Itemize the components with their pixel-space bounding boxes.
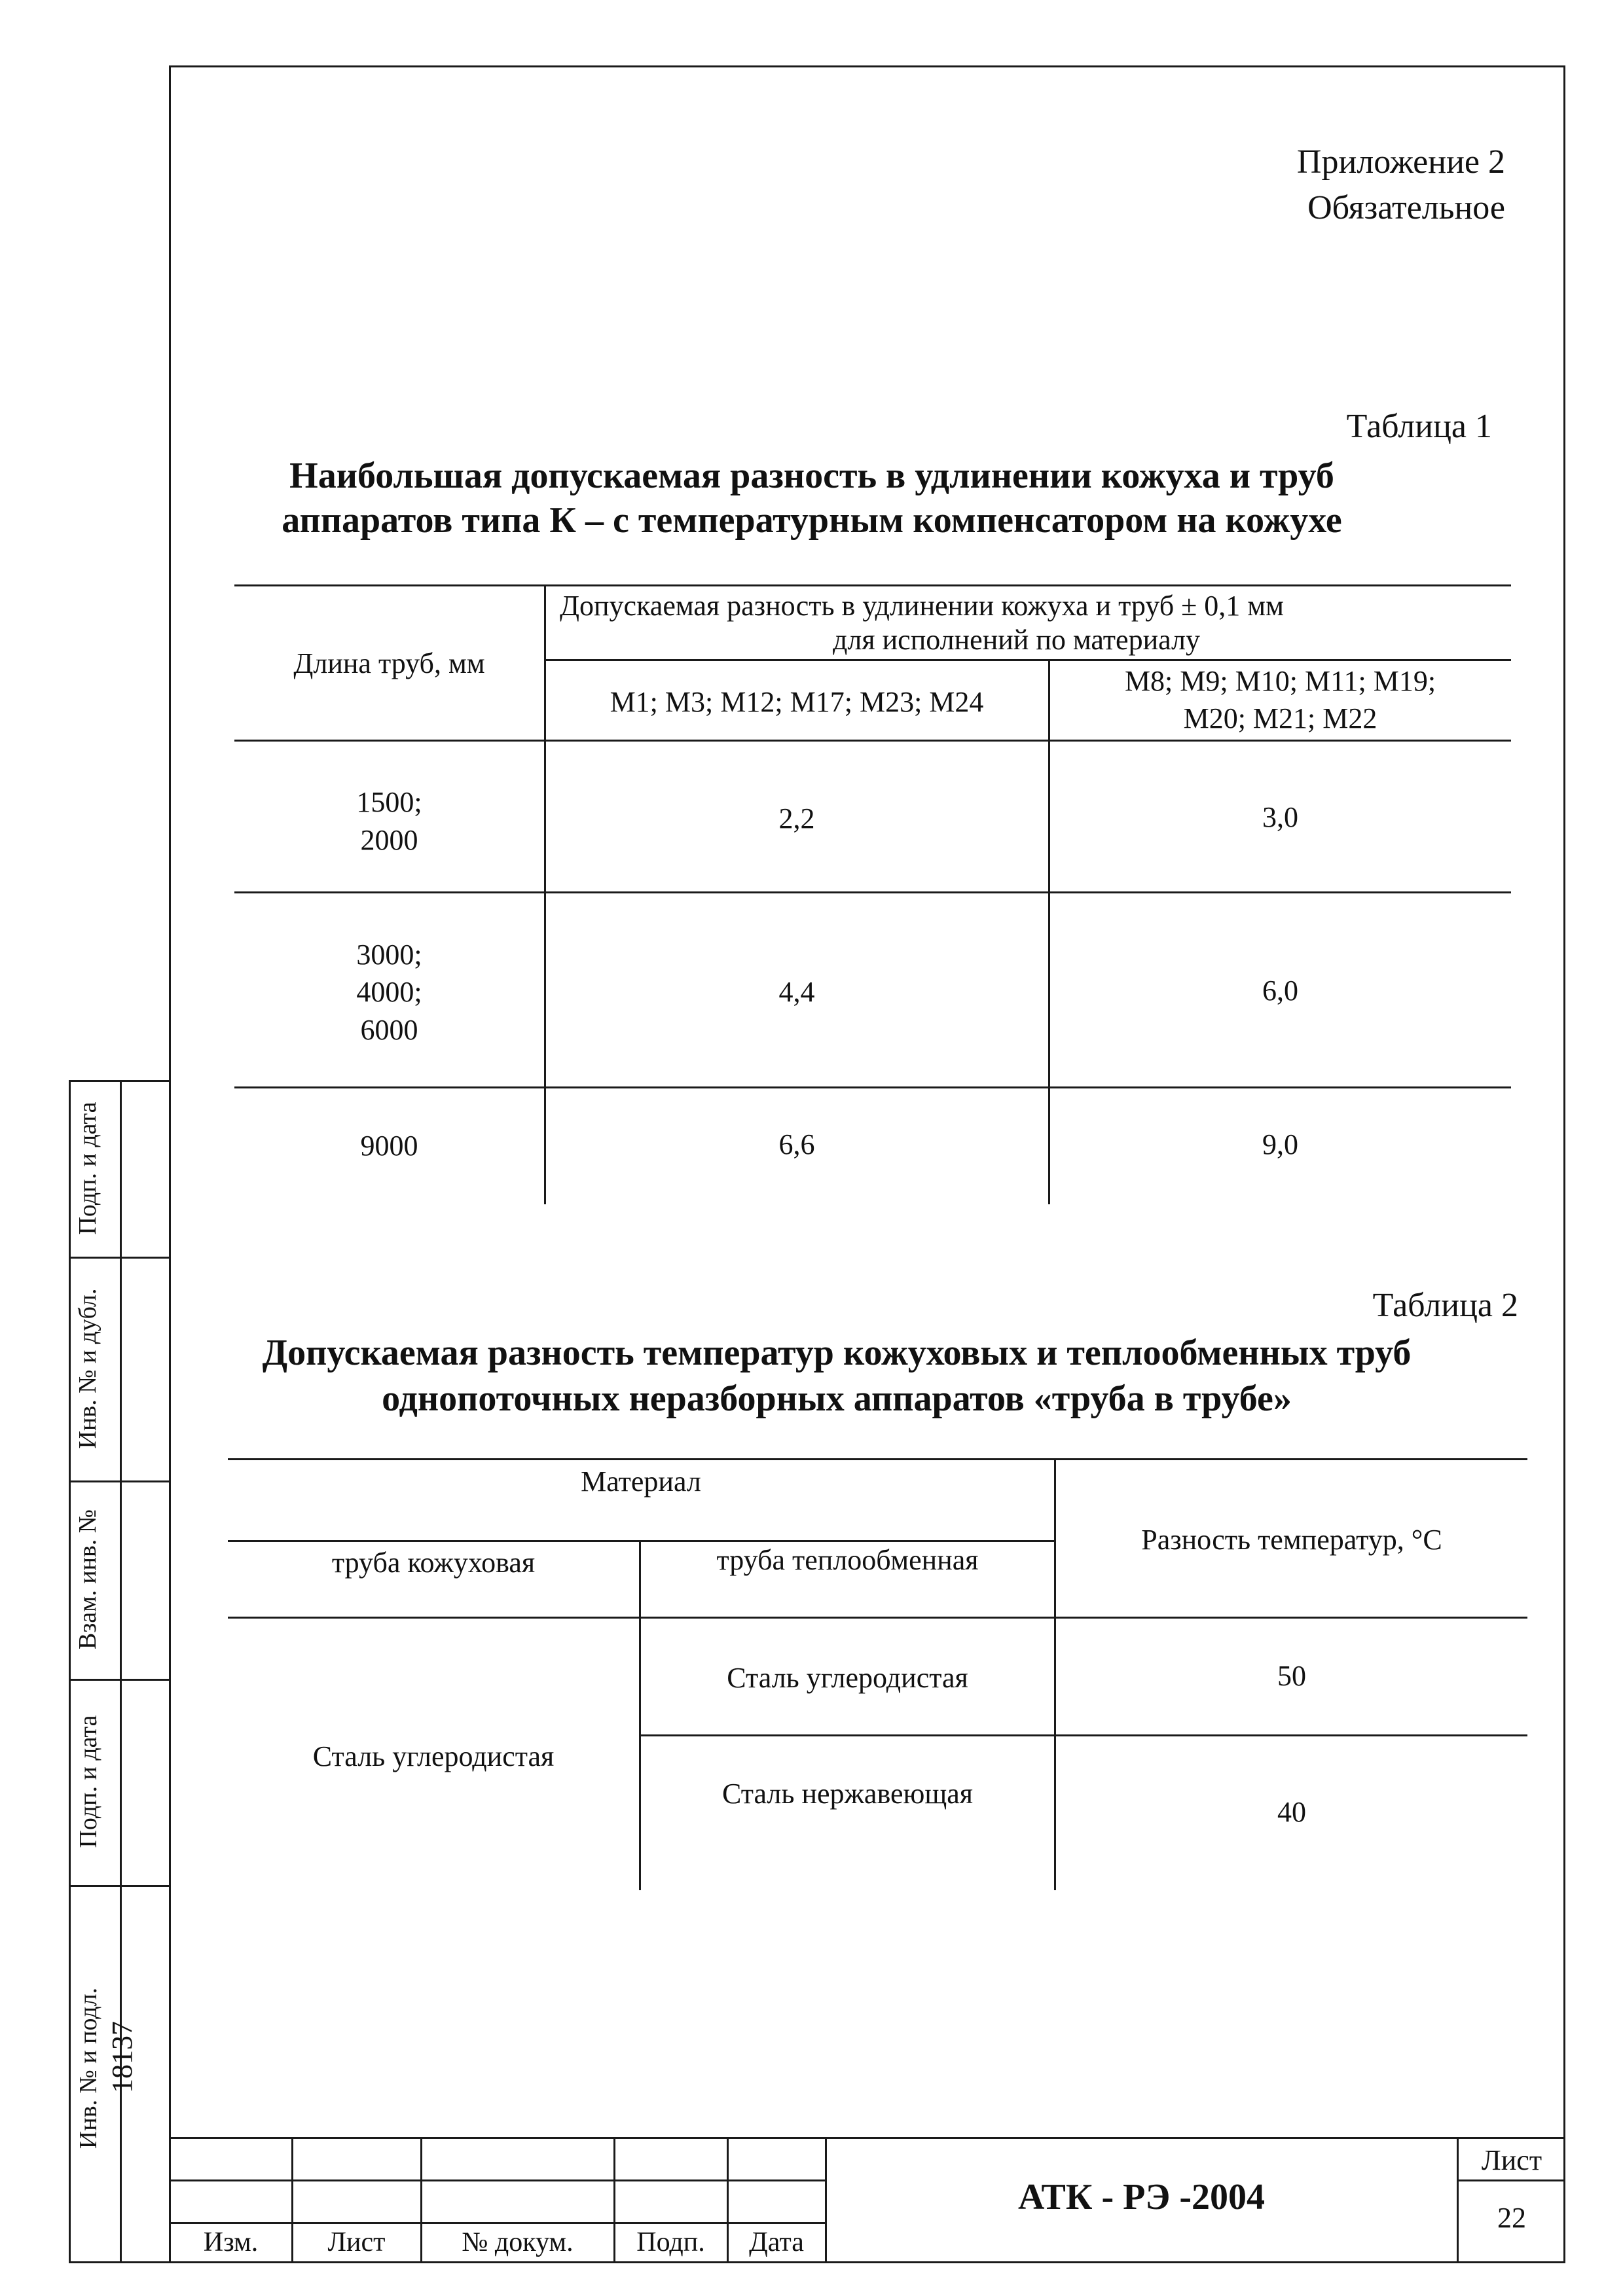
side-stamp-rule bbox=[69, 1679, 170, 1681]
table2-rule bbox=[228, 1458, 1527, 1460]
table2-rule bbox=[640, 1734, 1527, 1736]
sheet-number: 22 bbox=[1497, 2202, 1526, 2234]
table1-header-group-line2: для исполнений по материалу bbox=[833, 624, 1200, 656]
title-block-list: Лист bbox=[327, 2227, 386, 2257]
title-block-rule bbox=[1457, 2179, 1565, 2181]
table1-row1-length-line1: 1500; bbox=[356, 786, 422, 818]
table2-header-material: Материал bbox=[581, 1465, 701, 1498]
table1-row2-value1: 4,4 bbox=[778, 976, 815, 1008]
table1-rule bbox=[234, 1086, 1511, 1088]
side-stamp-podp-data-2: Подп. и дата bbox=[75, 1715, 102, 1848]
table2-header-shell-tube: труба кожуховая bbox=[331, 1547, 536, 1579]
table1-title-line1: Наибольшая допускаемая разность в удлинении кожуха и труб bbox=[289, 456, 1334, 496]
table1-rule bbox=[1048, 659, 1050, 1204]
side-stamp-podp-data-1: Подп. и дата bbox=[74, 1102, 101, 1235]
table1-header-m8-group-line2: M20; M21; M22 bbox=[1183, 702, 1377, 734]
table2-rule bbox=[228, 1617, 1527, 1619]
table2-shell-material: Сталь углеродистая bbox=[312, 1740, 555, 1772]
table1-rule bbox=[544, 584, 546, 1204]
table1-label: Таблица 1 bbox=[1346, 408, 1492, 445]
table1-row2-length-line3: 6000 bbox=[360, 1014, 418, 1046]
appendix-status: Обязательное bbox=[1307, 189, 1505, 226]
table1-rule bbox=[234, 740, 1511, 742]
table2-header-heat-tube: труба теплообменная bbox=[716, 1544, 979, 1576]
table1-rule bbox=[234, 891, 1511, 893]
table2-rule bbox=[228, 1540, 1054, 1542]
sheet-label: Лист bbox=[1481, 2144, 1542, 2176]
title-block-podp: Подп. bbox=[636, 2227, 705, 2257]
side-stamp-inv-number: 18137 bbox=[106, 2021, 138, 2093]
table1-row1-length-line2: 2000 bbox=[360, 824, 418, 856]
table2-label: Таблица 2 bbox=[1372, 1287, 1518, 1324]
title-block-data: Дата bbox=[749, 2227, 804, 2257]
table1-row3-value1: 6,6 bbox=[778, 1128, 815, 1160]
document-designation: АТК - РЭ -2004 bbox=[1018, 2177, 1265, 2217]
title-block-izm: Изм. bbox=[203, 2227, 259, 2257]
table1-row1-value2: 3,0 bbox=[1262, 801, 1298, 833]
table2-row1-heat-material: Сталь углеродистая bbox=[727, 1662, 968, 1694]
side-stamp-rule bbox=[69, 1480, 170, 1482]
table1-row2-length-line2: 4000; bbox=[356, 976, 422, 1008]
table1-rule bbox=[545, 659, 1511, 661]
table2-title-line2: однопоточных неразборных аппаратов «труба в трубе» bbox=[382, 1378, 1292, 1419]
table2-title-line1: Допускаемая разность температур кожуховых и теплообменных труб bbox=[262, 1333, 1412, 1373]
table1-header-length: Длина труб, мм bbox=[293, 647, 485, 679]
table1-header-group-line1: Допускаемая разность в удлинении кожуха и труб ± 0,1 мм bbox=[560, 590, 1284, 622]
frame-left-border bbox=[169, 65, 171, 2263]
title-block-doc-no: № докум. bbox=[462, 2227, 574, 2257]
appendix-number: Приложение 2 bbox=[1296, 143, 1505, 181]
table2-row1-temp-diff: 50 bbox=[1277, 1660, 1306, 1692]
table2-header-temp-diff: Разность температур, °С bbox=[1141, 1524, 1442, 1556]
table2-rule bbox=[639, 1540, 641, 1890]
table1-header-m1-group: M1; M3; M12; M17; M23; M24 bbox=[610, 686, 984, 718]
side-stamp-inv-podl: Инв. № и подл. bbox=[75, 1987, 102, 2149]
side-stamp-rule bbox=[69, 1257, 170, 1259]
side-stamp-rule bbox=[69, 1885, 170, 1887]
table1-header-m8-group-line1: M8; M9; M10; M11; M19; bbox=[1124, 665, 1436, 697]
table1-row3-value2: 9,0 bbox=[1262, 1128, 1298, 1160]
title-block-rule bbox=[170, 2137, 1565, 2139]
table1-row2-value2: 6,0 bbox=[1262, 975, 1298, 1007]
side-stamp-vzam-inv: Взам. инв. № bbox=[74, 1509, 101, 1650]
table2-row2-temp-diff: 40 bbox=[1277, 1796, 1306, 1828]
table1-title-line2: аппаратов типа К – с температурным компенсатором на кожухе bbox=[282, 500, 1342, 541]
side-stamp-inv-dubl: Инв. № и дубл. bbox=[74, 1288, 101, 1449]
table1-row3-length-line1: 9000 bbox=[360, 1130, 418, 1162]
table1-rule bbox=[234, 584, 1511, 586]
table1-row1-value1: 2,2 bbox=[778, 802, 815, 834]
frame-right-border bbox=[1563, 65, 1565, 2263]
table2-row2-heat-material: Сталь нержавеющая bbox=[721, 1778, 974, 1810]
frame-top-border bbox=[169, 65, 1565, 67]
table1-row2-length-line1: 3000; bbox=[356, 939, 422, 971]
